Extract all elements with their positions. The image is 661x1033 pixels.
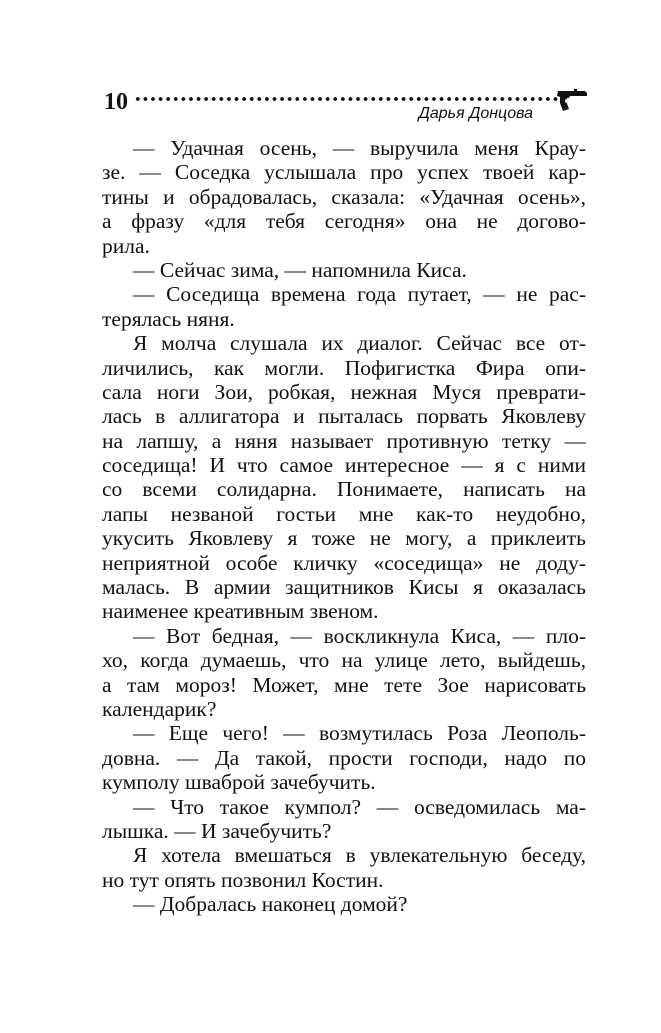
text-line: Я молча слушала их диалог. Сейчас все от- (133, 331, 586, 356)
text-line: Я хотела вмешаться в увлекательную беседу, (133, 843, 586, 868)
text-line: — Еще чего! — возмутилась Роза Леополь- (133, 721, 586, 746)
text-line: личились, как могли. Пофигистка Фира опи- (102, 355, 586, 380)
text-line: — Удачная осень, — выручила меня Крау- (133, 136, 586, 160)
text-line: укусить Яковлеву я тоже не могу, а приклеить (102, 526, 586, 551)
text-line: а там мороз! Может, мне тете Зое нарисовать (102, 672, 586, 697)
text-line: кумполу шваброй зачебучить. (102, 770, 376, 795)
text-line: рила. (102, 233, 150, 258)
revolver-icon (556, 88, 588, 112)
page-number: 10 (104, 89, 128, 115)
text-line: но тут опять позвонил Костин. (102, 867, 384, 892)
text-line: календарик? (102, 696, 217, 721)
text-line: тины и обрадовалась, сказала: «Удачная осень», (102, 184, 586, 209)
text-line: неприятной особе кличку «соседища» не доду- (102, 550, 586, 575)
text-line: а фразу «для тебя сегодня» она не догово- (102, 209, 586, 234)
text-line: со всеми солидарна. Понимаете, написать на (102, 477, 586, 502)
book-author: Дарья Донцова (418, 105, 533, 122)
text-line: — Добралась наконец домой? (133, 892, 408, 917)
text-line: лышка. — И зачебучить? (102, 818, 332, 843)
body-text (102, 136, 586, 917)
text-line: малась. В армии защитников Кисы я оказалась (102, 575, 586, 600)
text-line: хо, когда думаешь, что на улице лето, выйдешь, (102, 648, 586, 673)
text-line: зе. — Соседка услышала про успех твоей кар- (102, 160, 586, 185)
text-line: на лапшу, а няня называет противную тетку — (102, 428, 586, 453)
text-line: наименее креативным звеном. (102, 599, 379, 624)
text-line: — Сейчас зима, — напомнила Киса. (133, 257, 467, 282)
text-line: терялась няня. (102, 306, 235, 331)
text-line: довна. — Да такой, прости господи, надо по (102, 745, 586, 770)
page-header (0, 0, 661, 130)
text-line: лапы незваной гостьи мне как-то неудобно, (102, 501, 586, 526)
text-line: — Вот бедная, — воскликнула Киса, — пло- (133, 623, 586, 648)
dotted-rule (134, 96, 562, 102)
text-line: — Что такое кумпол? — осведомилась ма- (133, 794, 586, 819)
text-line: — Соседища времена года путает, — не рас- (133, 282, 586, 307)
text-line: соседища! И что самое интересное — я с ними (102, 453, 586, 478)
text-line: лась в аллигатора и пыталась порвать Яковлеву (102, 404, 586, 429)
text-line: сала ноги Зои, робкая, нежная Муся преврати- (102, 379, 586, 404)
